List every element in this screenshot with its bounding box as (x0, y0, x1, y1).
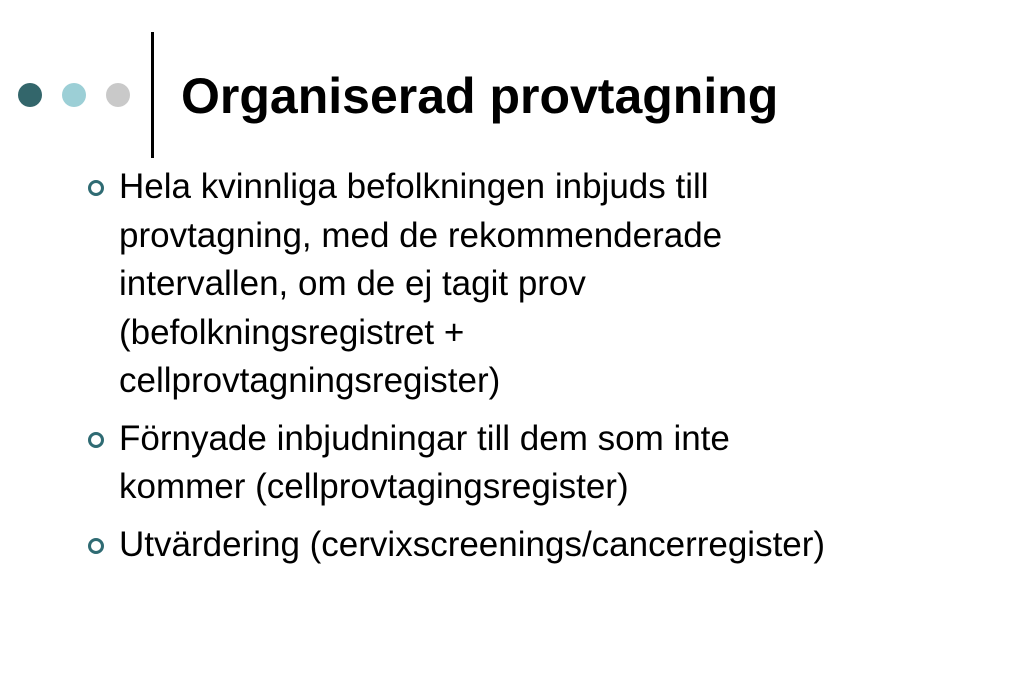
bullet-line: cellprovtagningsregister) (119, 361, 501, 400)
bullet-item (88, 415, 988, 512)
ring-bullet-icon (88, 432, 104, 448)
slide-title: Organiserad provtagning (181, 68, 779, 124)
ring-bullet-icon (88, 538, 104, 554)
title-divider (151, 32, 154, 158)
bullet-item (88, 521, 988, 570)
bullet-line: Utvärdering (cervixscreenings/cancerregister) (119, 524, 826, 564)
bullet-line: intervallen, om de ej tagit prov (119, 264, 586, 303)
bullet-line: Hela kvinnliga befolkningen inbjuds till (119, 167, 709, 206)
decorative-dot-icon (106, 83, 130, 107)
decorative-dot-icon (18, 83, 42, 107)
decorative-dot-icon (62, 83, 86, 107)
bullet-line: Förnyade inbjudningar till dem som inte (119, 418, 730, 458)
bullet-list (88, 163, 988, 578)
ring-bullet-icon (88, 180, 104, 196)
bullet-line: provtagning, med de rekommenderade (119, 215, 723, 255)
bullet-item (88, 163, 988, 406)
decorative-dots (18, 83, 150, 107)
bullet-line: kommer (cellprovtagingsregister) (119, 467, 629, 506)
bullet-line: (befolkningsregistret + (119, 312, 465, 352)
